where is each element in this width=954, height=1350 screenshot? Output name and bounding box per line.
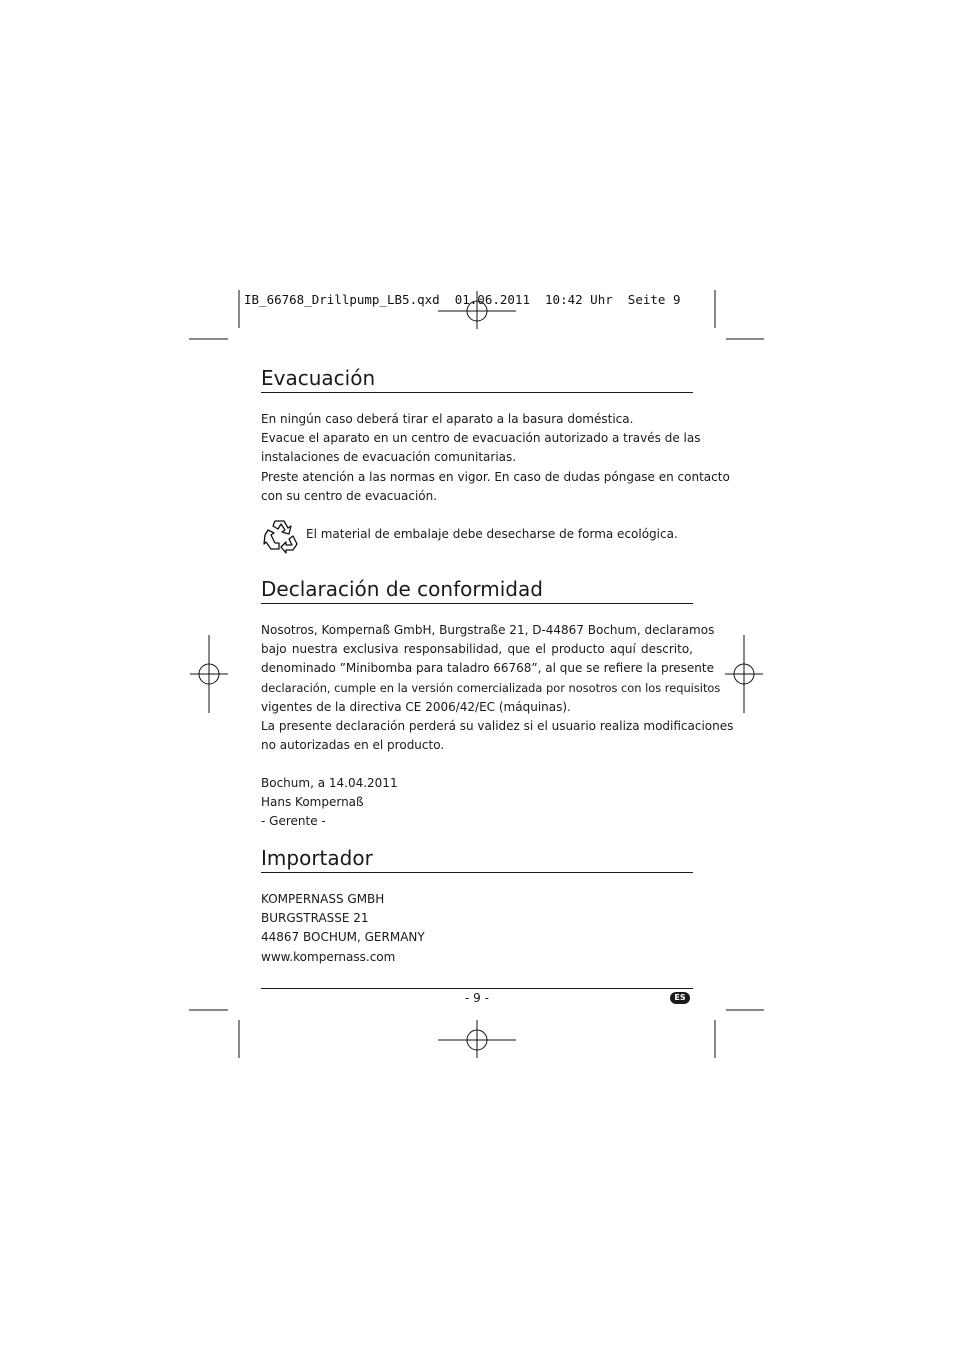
text-line: En ningún caso deberá tirar el aparato a la basura doméstica. — [261, 412, 634, 426]
signature-role: - Gerente - — [261, 814, 326, 829]
text-line: denominado ”Minibomba para taladro 66768”, al que se refiere la presente — [261, 661, 714, 676]
heading-evacuacion: Evacuación — [261, 366, 693, 393]
text-line: La presente declaración perderá su validez si el usuario realiza modificaciones — [261, 719, 734, 734]
text-line: Evacue el aparato en un centro de evacuación autorizado a través de las — [261, 431, 701, 446]
address-line: BURGSTRASSE 21 — [261, 911, 369, 926]
signature-place-date: Bochum, a 14.04.2011 — [261, 776, 398, 790]
language-badge: ES — [670, 992, 690, 1004]
text-line: instalaciones de evacuación comunitarias. — [261, 450, 517, 465]
heading-importador: Importador — [261, 846, 693, 873]
address-line: 44867 BOCHUM, GERMANY — [261, 930, 425, 945]
importer-address — [261, 890, 693, 967]
signature-block — [261, 774, 693, 832]
text-line: no autorizadas en el producto. — [261, 738, 445, 753]
website-link: www.kompernass.com — [261, 949, 396, 964]
text-line: con su centro de evacuación. — [261, 488, 438, 503]
packaging-note: El material de embalaje debe desecharse de forma ecológica. — [306, 527, 678, 541]
address-line: KOMPERNASS GMBH — [261, 892, 385, 906]
signature-name: Hans Kompernaß — [261, 795, 364, 810]
conformidad-text — [261, 621, 734, 755]
recycle-icon — [262, 516, 300, 554]
print-slug: IB_66768_Drillpump_LB5.qxd 01.06.2011 10:42 Uhr Seite 9 — [244, 292, 681, 307]
text-line: bajo nuestra exclusiva responsabilidad, que el producto aquí descrito, — [261, 642, 693, 657]
text-line: Preste atención a las normas en vigor. En caso de dudas póngase en contacto — [261, 469, 730, 484]
text-line: Nosotros, Kompernaß GmbH, Burgstraße 21, D-44867 Bochum, declaramos — [261, 623, 715, 637]
text-line: declaración, cumple en la versión comercializada por nosotros con los requisitos — [261, 680, 721, 695]
page-number: - 9 - — [465, 991, 489, 1005]
footer-rule — [261, 988, 693, 989]
heading-conformidad: Declaración de conformidad — [261, 577, 693, 604]
text-line: vigentes de la directiva CE 2006/42/EC (máquinas). — [261, 699, 571, 714]
evacuacion-text — [261, 410, 730, 506]
